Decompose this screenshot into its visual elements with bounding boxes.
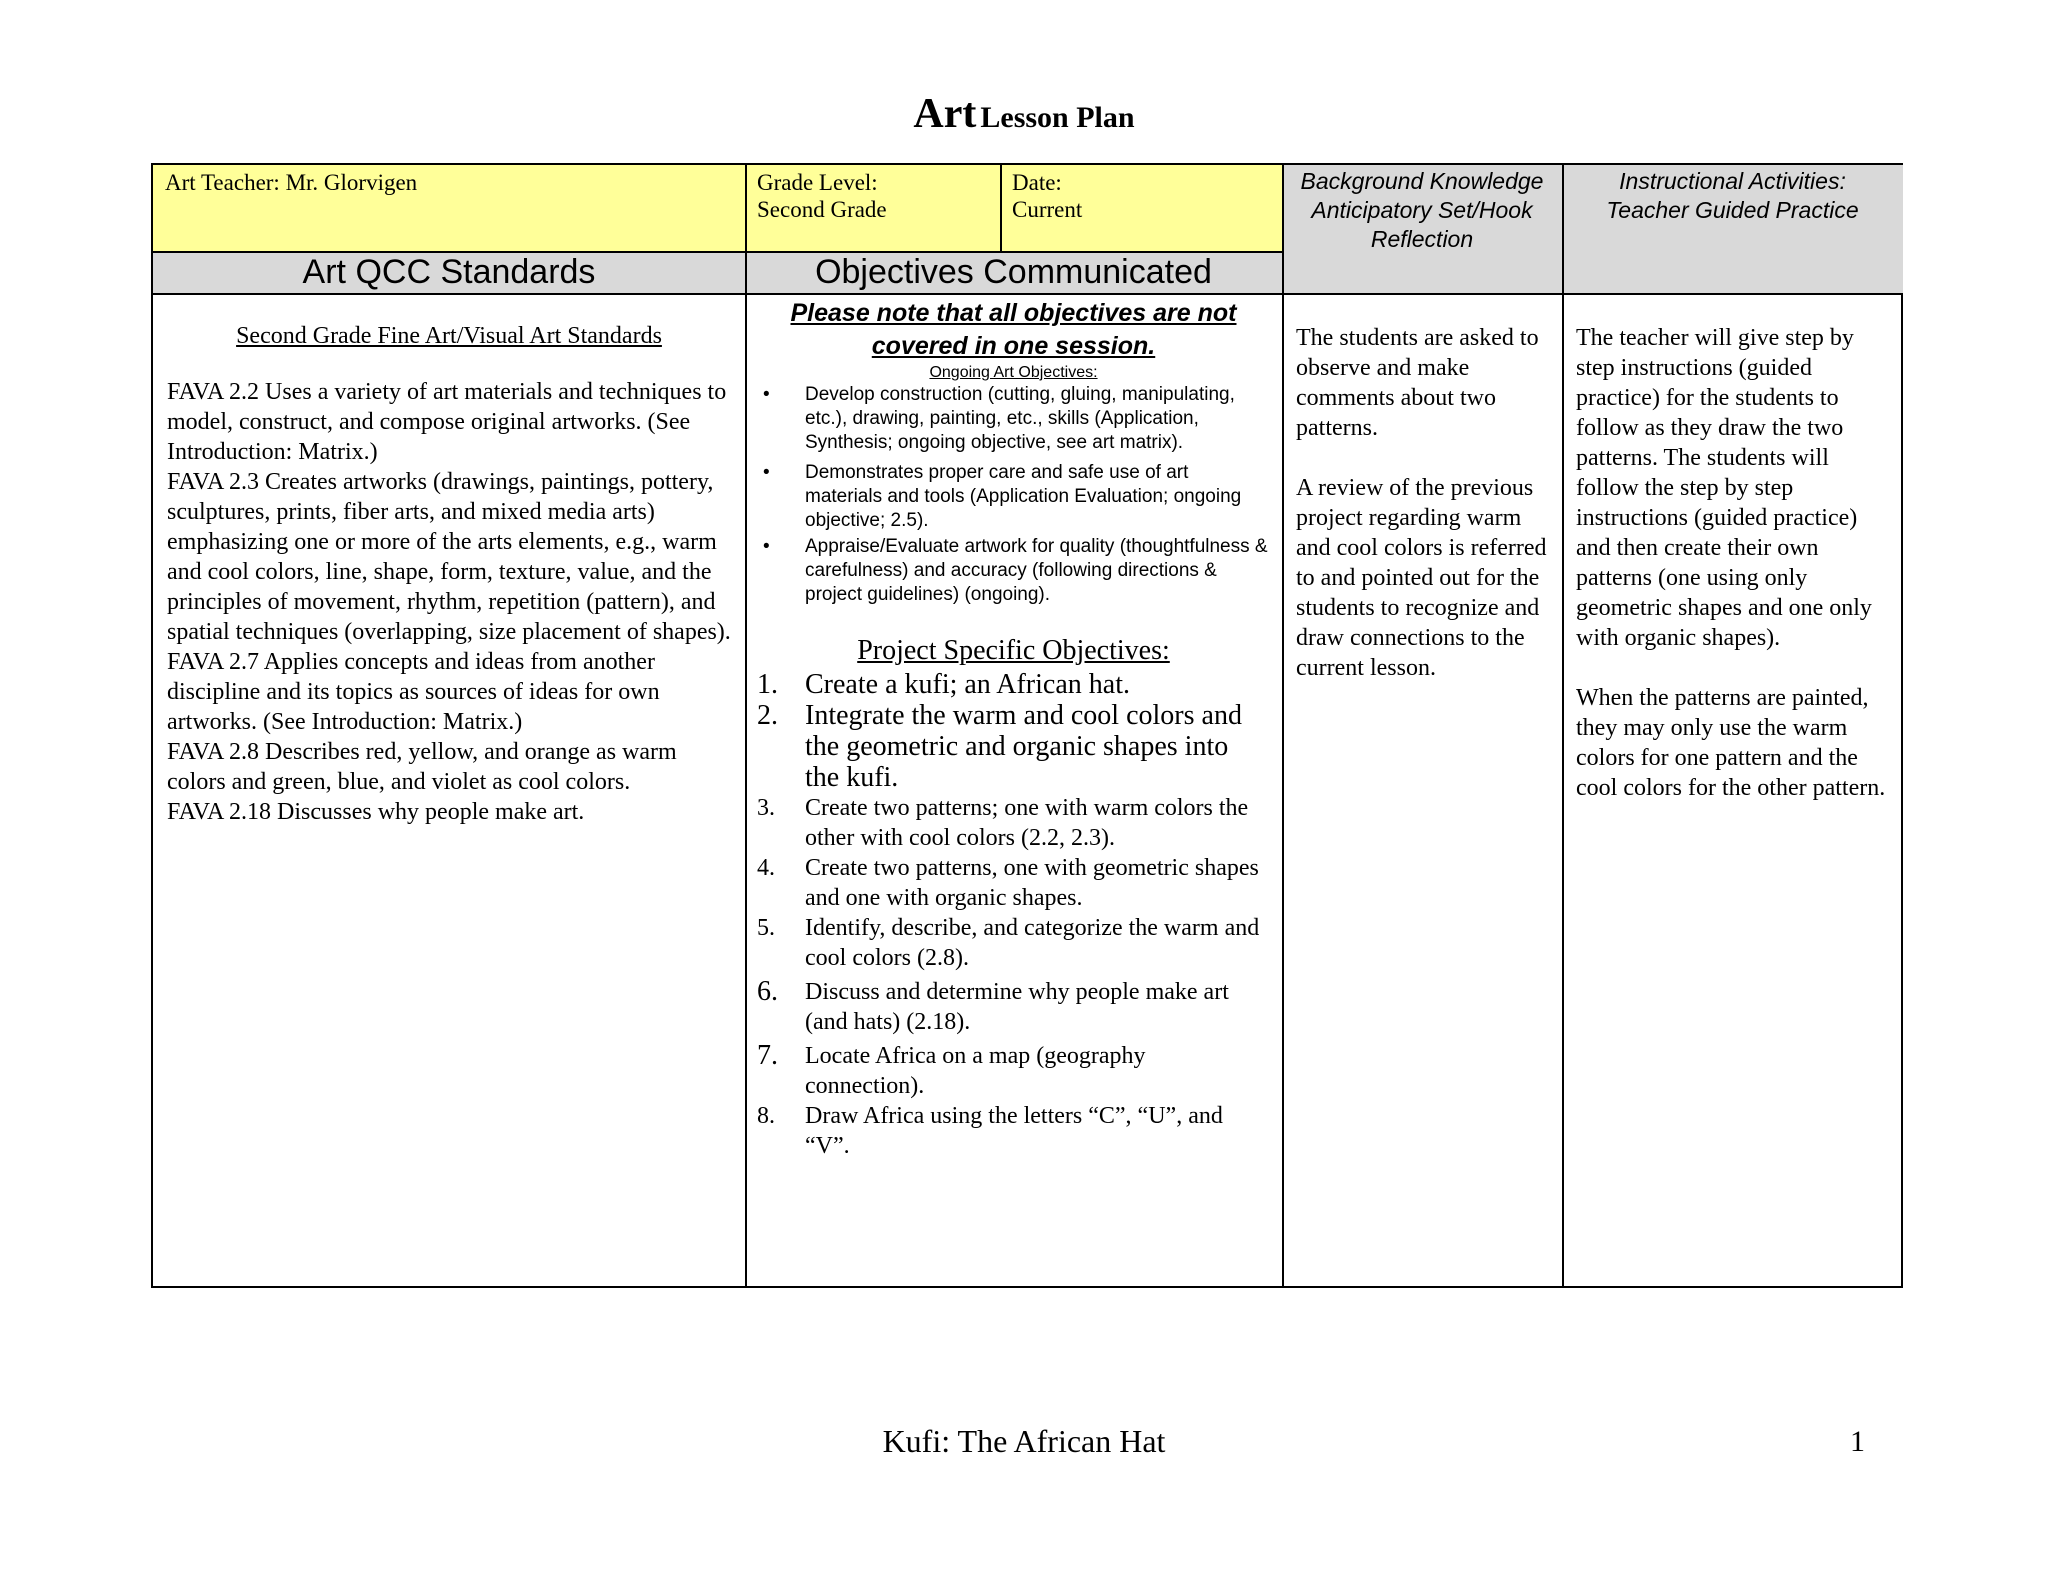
instructional-cell xyxy=(1562,295,1903,803)
item-number: 2. xyxy=(757,700,778,731)
item-number: 8. xyxy=(757,1103,775,1129)
list-item xyxy=(757,1041,1268,1101)
standards-header: Art QCC Standards xyxy=(302,253,596,291)
objectives-note: Please note that all objectives are not covered in one session. xyxy=(790,299,1237,360)
standard-item: FAVA 2.8 Describes red, yellow, and orange as warm colors and green, blue, and violet as cool colors. xyxy=(167,739,677,795)
ongoing-objective-text: Appraise/Evaluate artwork for quality (thoughtfulness & carefulness) and accuracy (following directions & project guidelines) (ongoing). xyxy=(805,536,1268,605)
instructional-header xyxy=(1562,165,1903,293)
item-number: 5. xyxy=(757,915,775,941)
date-cell xyxy=(1000,165,1282,251)
project-objectives-title: Project Specific Objectives: xyxy=(857,635,1170,666)
list-item xyxy=(757,535,1268,607)
background-header-line: Anticipatory Set/Hook xyxy=(1311,197,1533,223)
item-text: Draw Africa using the letters “C”, “U”, and “V”. xyxy=(805,1103,1223,1159)
bullet-icon: • xyxy=(763,462,770,483)
item-number: 3. xyxy=(757,795,775,821)
item-text: Identify, describe, and categorize the warm and cool colors (2.8). xyxy=(805,915,1260,971)
instructional-header-line: Teacher Guided Practice xyxy=(1606,197,1859,223)
teacher-label: Art Teacher: Mr. Glorvigen xyxy=(165,170,418,195)
lesson-plan-table xyxy=(151,163,1903,1288)
instructional-paragraph: When the patterns are painted, they may only use the warm colors for one pattern and the cool colors for the other pattern. xyxy=(1576,685,1886,801)
list-item xyxy=(757,669,1268,700)
ongoing-objective-text: Demonstrates proper care and safe use of art materials and tools (Application Evaluation; ongoing objective; 2.5). xyxy=(805,462,1242,531)
objectives-header: Objectives Communicated xyxy=(815,253,1212,291)
standard-item: FAVA 2.18 Discusses why people make art. xyxy=(167,799,585,825)
teacher-cell xyxy=(153,165,745,251)
list-item xyxy=(757,977,1268,1037)
background-header-line: Background Knowledge xyxy=(1300,168,1544,194)
item-number: 1. xyxy=(757,669,778,700)
project-objectives-list xyxy=(745,669,1282,1161)
grade-value: Second Grade xyxy=(757,197,887,222)
background-paragraph: A review of the previous project regarding warm and cool colors is referred to and pointed out for the students to recognize and draw connections to the current lesson. xyxy=(1296,475,1547,681)
objectives-cell xyxy=(745,295,1282,1161)
ongoing-objective-text: Develop construction (cutting, gluing, manipulating, etc.), drawing, painting, etc., skills (Application, Synthesis; ongoing objective, see art matrix). xyxy=(805,384,1235,453)
standards-list xyxy=(153,377,745,827)
bullet-icon: • xyxy=(763,536,770,557)
background-header xyxy=(1282,165,1562,293)
instructional-paragraph: The teacher will give step by step instructions (guided practice) for the students to follow as they draw the two patterns. The students will follow the step by step instructions (guided practice) and then create their own patterns (one using only geometric shapes and one only with organic shapes). xyxy=(1576,325,1872,651)
grade-cell xyxy=(745,165,1000,251)
date-value: Current xyxy=(1012,197,1083,222)
background-header-line: Reflection xyxy=(1370,226,1474,252)
list-item xyxy=(757,383,1268,455)
bullet-icon: • xyxy=(763,384,770,405)
list-item xyxy=(757,700,1268,793)
standard-item: FAVA 2.7 Applies concepts and ideas from another discipline and its topics as sources of ideas for own artworks. (See Introduction: Matrix.) xyxy=(167,649,660,735)
date-label: Date: xyxy=(1012,170,1062,195)
list-item xyxy=(757,461,1268,533)
item-text: Create a kufi; an African hat. xyxy=(805,669,1130,700)
standards-cell xyxy=(153,295,745,827)
page-number: 1 xyxy=(1850,1425,1865,1458)
ongoing-objectives-list xyxy=(745,383,1282,607)
item-text: Integrate the warm and cool colors and the geometric and organic shapes into the kufi. xyxy=(805,700,1242,793)
list-item xyxy=(757,853,1268,913)
background-paragraph: The students are asked to observe and make comments about two patterns. xyxy=(1296,325,1539,441)
instructional-header-line: Instructional Activities: xyxy=(1619,168,1846,194)
item-number: 7. xyxy=(757,1040,778,1071)
standards-title: Second Grade Fine Art/Visual Art Standards xyxy=(236,323,662,349)
list-item xyxy=(757,913,1268,973)
footer-title: Kufi: The African Hat xyxy=(882,1423,1166,1459)
ongoing-objectives-title: Ongoing Art Objectives: xyxy=(929,364,1098,381)
grade-label: Grade Level: xyxy=(757,170,878,195)
standard-item: FAVA 2.3 Creates artworks (drawings, paintings, pottery, sculptures, prints, fiber arts, and mixed media arts) emphasizing one or more of the arts elements, e.g., warm and cool colors, line, shape, form, texture, value, and the principles of movement, rhythm, repetition (pattern), and spatial techniques (overlapping, size placement of shapes). xyxy=(167,469,731,645)
background-cell xyxy=(1282,295,1562,683)
title-art: Art xyxy=(913,91,977,137)
standard-item: FAVA 2.2 Uses a variety of art materials and techniques to model, construct, and compose original artworks. (See Introduction: Matrix.) xyxy=(167,379,727,465)
item-number: 4. xyxy=(757,855,775,881)
title-lesson-plan: Lesson Plan xyxy=(980,101,1135,134)
list-item xyxy=(757,793,1268,853)
item-text: Locate Africa on a map (geography connection). xyxy=(805,1043,1146,1099)
item-text: Create two patterns, one with geometric shapes and one with organic shapes. xyxy=(805,855,1259,911)
item-text: Create two patterns; one with warm colors the other with cool colors (2.2, 2.3). xyxy=(805,795,1249,851)
list-item xyxy=(757,1101,1268,1161)
page-title xyxy=(0,90,2048,138)
item-text: Discuss and determine why people make art (and hats) (2.18). xyxy=(805,979,1229,1035)
item-number: 6. xyxy=(757,976,778,1007)
